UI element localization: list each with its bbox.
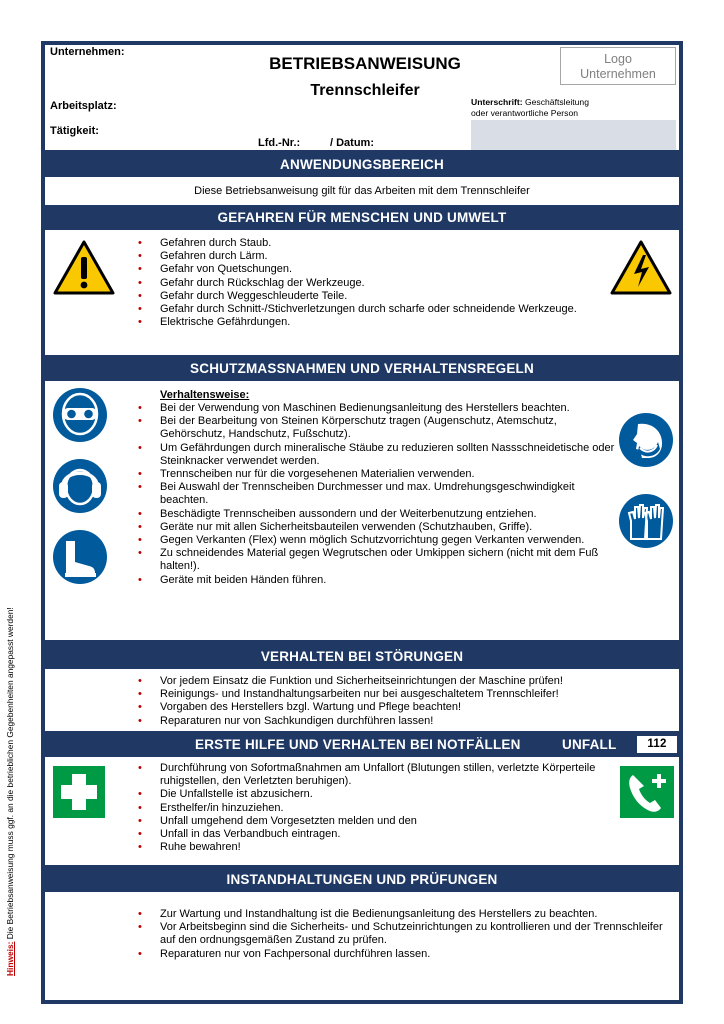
scope-text: Diese Betriebsanweisung gilt für das Arbeiten mit dem Trennschleifer — [194, 185, 530, 197]
list-item: • Geräte nur mit allen Sicherheitsbauteilen verwenden (Schutzhauben, Griffe). — [138, 521, 618, 534]
protective-gloves-icon — [618, 493, 674, 549]
electric-hazard-icon — [610, 240, 672, 296]
company-label: Unternehmen: — [50, 46, 125, 58]
emergency-phone-icon — [620, 766, 674, 818]
list-item: • Ruhe bewahren! — [138, 841, 608, 854]
protection-list — [138, 402, 618, 587]
list-item: • Vor jedem Einsatz die Funktion und Sicherheitseinrichtungen der Maschine prüfen! — [138, 675, 673, 688]
emergency-number: 112 — [637, 736, 677, 753]
header-panel — [45, 45, 679, 150]
accident-label: UNFALL — [562, 737, 617, 752]
protection-subheading: Verhaltensweise: — [160, 389, 250, 401]
list-item: • Gefahren durch Staub. — [138, 237, 578, 250]
eye-protection-icon — [52, 387, 108, 443]
hazards-heading: GEFAHREN FÜR MENSCHEN UND UMWELT — [45, 207, 679, 228]
list-item: • Ersthelfer/in hinzuziehen. — [138, 802, 608, 815]
list-item: • Die Unfallstelle ist abzusichern. — [138, 788, 608, 801]
protection-panel — [45, 381, 679, 640]
list-item: • Trennscheiben nur für die vorgesehenen Materialien verwenden. — [138, 468, 618, 481]
list-item: • Durchführung von Sofortmaßnahmen am Unfallort (Blutungen stillen, verletzte Körperteile ruhigstellen, den Verletzten beruhigen). — [138, 762, 608, 788]
list-item: • Bei Auswahl der Trennscheiben Durchmesser und max. Umdrehungsgeschwindigkeit beachten. — [138, 481, 618, 507]
first-aid-icon — [53, 766, 105, 818]
list-item: • Elektrische Gefährdungen. — [138, 316, 578, 329]
side-note-label: Hinweis: — [5, 941, 15, 976]
list-item: • Gefahr durch Rückschlag der Werkzeuge. — [138, 277, 578, 290]
workplace-label: Arbeitsplatz: — [50, 100, 117, 112]
logo-line-2: Unternehmen — [580, 67, 656, 81]
list-item: • Reparaturen nur von Fachpersonal durchführen lassen. — [138, 948, 663, 961]
list-item: • Gefahren durch Lärm. — [138, 250, 578, 263]
logo-placeholder[interactable] — [560, 47, 676, 85]
list-item: • Beschädigte Trennscheiben aussondern und der Weiterbenutzung entziehen. — [138, 508, 618, 521]
list-item: • Unfall umgehend dem Vorgesetzten melden und den — [138, 815, 608, 828]
scope-panel — [45, 177, 679, 205]
malfunction-list — [138, 675, 673, 728]
malfunction-heading: VERHALTEN BEI STÖRUNGEN — [45, 646, 679, 667]
maintenance-heading: INSTANDHALTUNGEN UND PRÜFUNGEN — [45, 869, 679, 890]
list-item: • Um Gefährdungen durch mineralische Stäube zu reduzieren sollten Nassschneidetische oder Steinknacker verwendet werden. — [138, 442, 618, 468]
signature-field[interactable] — [471, 120, 676, 150]
signature-caption — [471, 97, 589, 119]
list-item: • Zur Wartung und Instandhaltung ist die Bedienungsanleitung des Herstellers zu beachten. — [138, 908, 663, 921]
hazards-panel — [45, 230, 679, 355]
list-item: • Reparaturen nur von Sachkundigen durchführen lassen! — [138, 715, 673, 728]
date-label: / Datum: — [330, 137, 374, 149]
scope-heading: ANWENDUNGSBEREICH — [45, 154, 679, 175]
list-item: • Gefahr von Quetschungen. — [138, 263, 578, 276]
malfunction-panel — [45, 669, 679, 731]
list-item: • Reinigungs- und Instandhaltungsarbeiten nur bei ausgeschaltetem Trennschleifer! — [138, 688, 673, 701]
list-item: • Gefahr durch Weggeschleuderte Teile. — [138, 290, 578, 303]
list-item: • Bei der Verwendung von Maschinen Bedienungsanleitung des Herstellers beachten. — [138, 402, 618, 415]
side-note-text: Die Betriebsanweisung muss ggf. an die betrieblichen Gegebenheiten angepasst werden! — [5, 607, 15, 940]
firstaid-panel — [45, 757, 679, 865]
list-item: • Gegen Verkanten (Flex) wenn möglich Schutzvorrichtung gegen Verkanten verwenden. — [138, 534, 618, 547]
list-item: • Geräte mit beiden Händen führen. — [138, 574, 618, 587]
warning-triangle-icon — [53, 240, 115, 296]
signature-bold: Unterschrift: — [471, 97, 523, 107]
page-title: BETRIEBSANWEISUNG — [269, 54, 461, 73]
maintenance-panel — [45, 892, 679, 1000]
maintenance-list — [138, 908, 663, 961]
list-item: • Zu schneidendes Material gegen Wegrutschen oder Umkippen sichern (nicht mit dem Fuß halten!). — [138, 547, 618, 573]
firstaid-heading: ERSTE HILFE UND VERHALTEN BEI NOTFÄLLEN — [195, 737, 521, 752]
safety-boots-icon — [52, 529, 108, 585]
list-item: • Gefahr durch Schnitt-/Stichverletzungen durch scharfe oder schneidende Werkzeuge. — [138, 303, 578, 316]
activity-label: Tätigkeit: — [50, 125, 99, 137]
list-item: • Unfall in das Verbandbuch eintragen. — [138, 828, 608, 841]
list-item: • Vor Arbeitsbeginn sind die Sicherheits- und Schutzeinrichtungen zu kontrollieren und der Trennschleifer auf den ordnungsgemäßen Zustand zu prüfen. — [138, 921, 663, 947]
document-frame — [41, 41, 683, 1004]
signature-rest: Geschäftsleitung — [524, 97, 589, 107]
respirator-mask-icon — [618, 412, 674, 468]
signature-line-2: oder verantwortliche Person — [471, 108, 578, 118]
hazards-list — [138, 237, 578, 329]
ear-protection-icon — [52, 458, 108, 514]
list-item: • Vorgaben des Herstellers bzgl. Wartung und Pflege beachten! — [138, 701, 673, 714]
list-item: • Bei der Bearbeitung von Steinen Körperschutz tragen (Augenschutz, Atemschutz, Gehörschutz, Handschutz, Fußschutz). — [138, 415, 618, 441]
side-note — [5, 416, 15, 976]
firstaid-list — [138, 762, 608, 854]
page-subtitle: Trennschleifer — [310, 82, 420, 99]
protection-heading: SCHUTZMASSNAHMEN UND VERHALTENSREGELN — [45, 358, 679, 379]
number-label: Lfd.-Nr.: — [258, 137, 301, 149]
logo-line-1: Logo — [604, 52, 632, 66]
